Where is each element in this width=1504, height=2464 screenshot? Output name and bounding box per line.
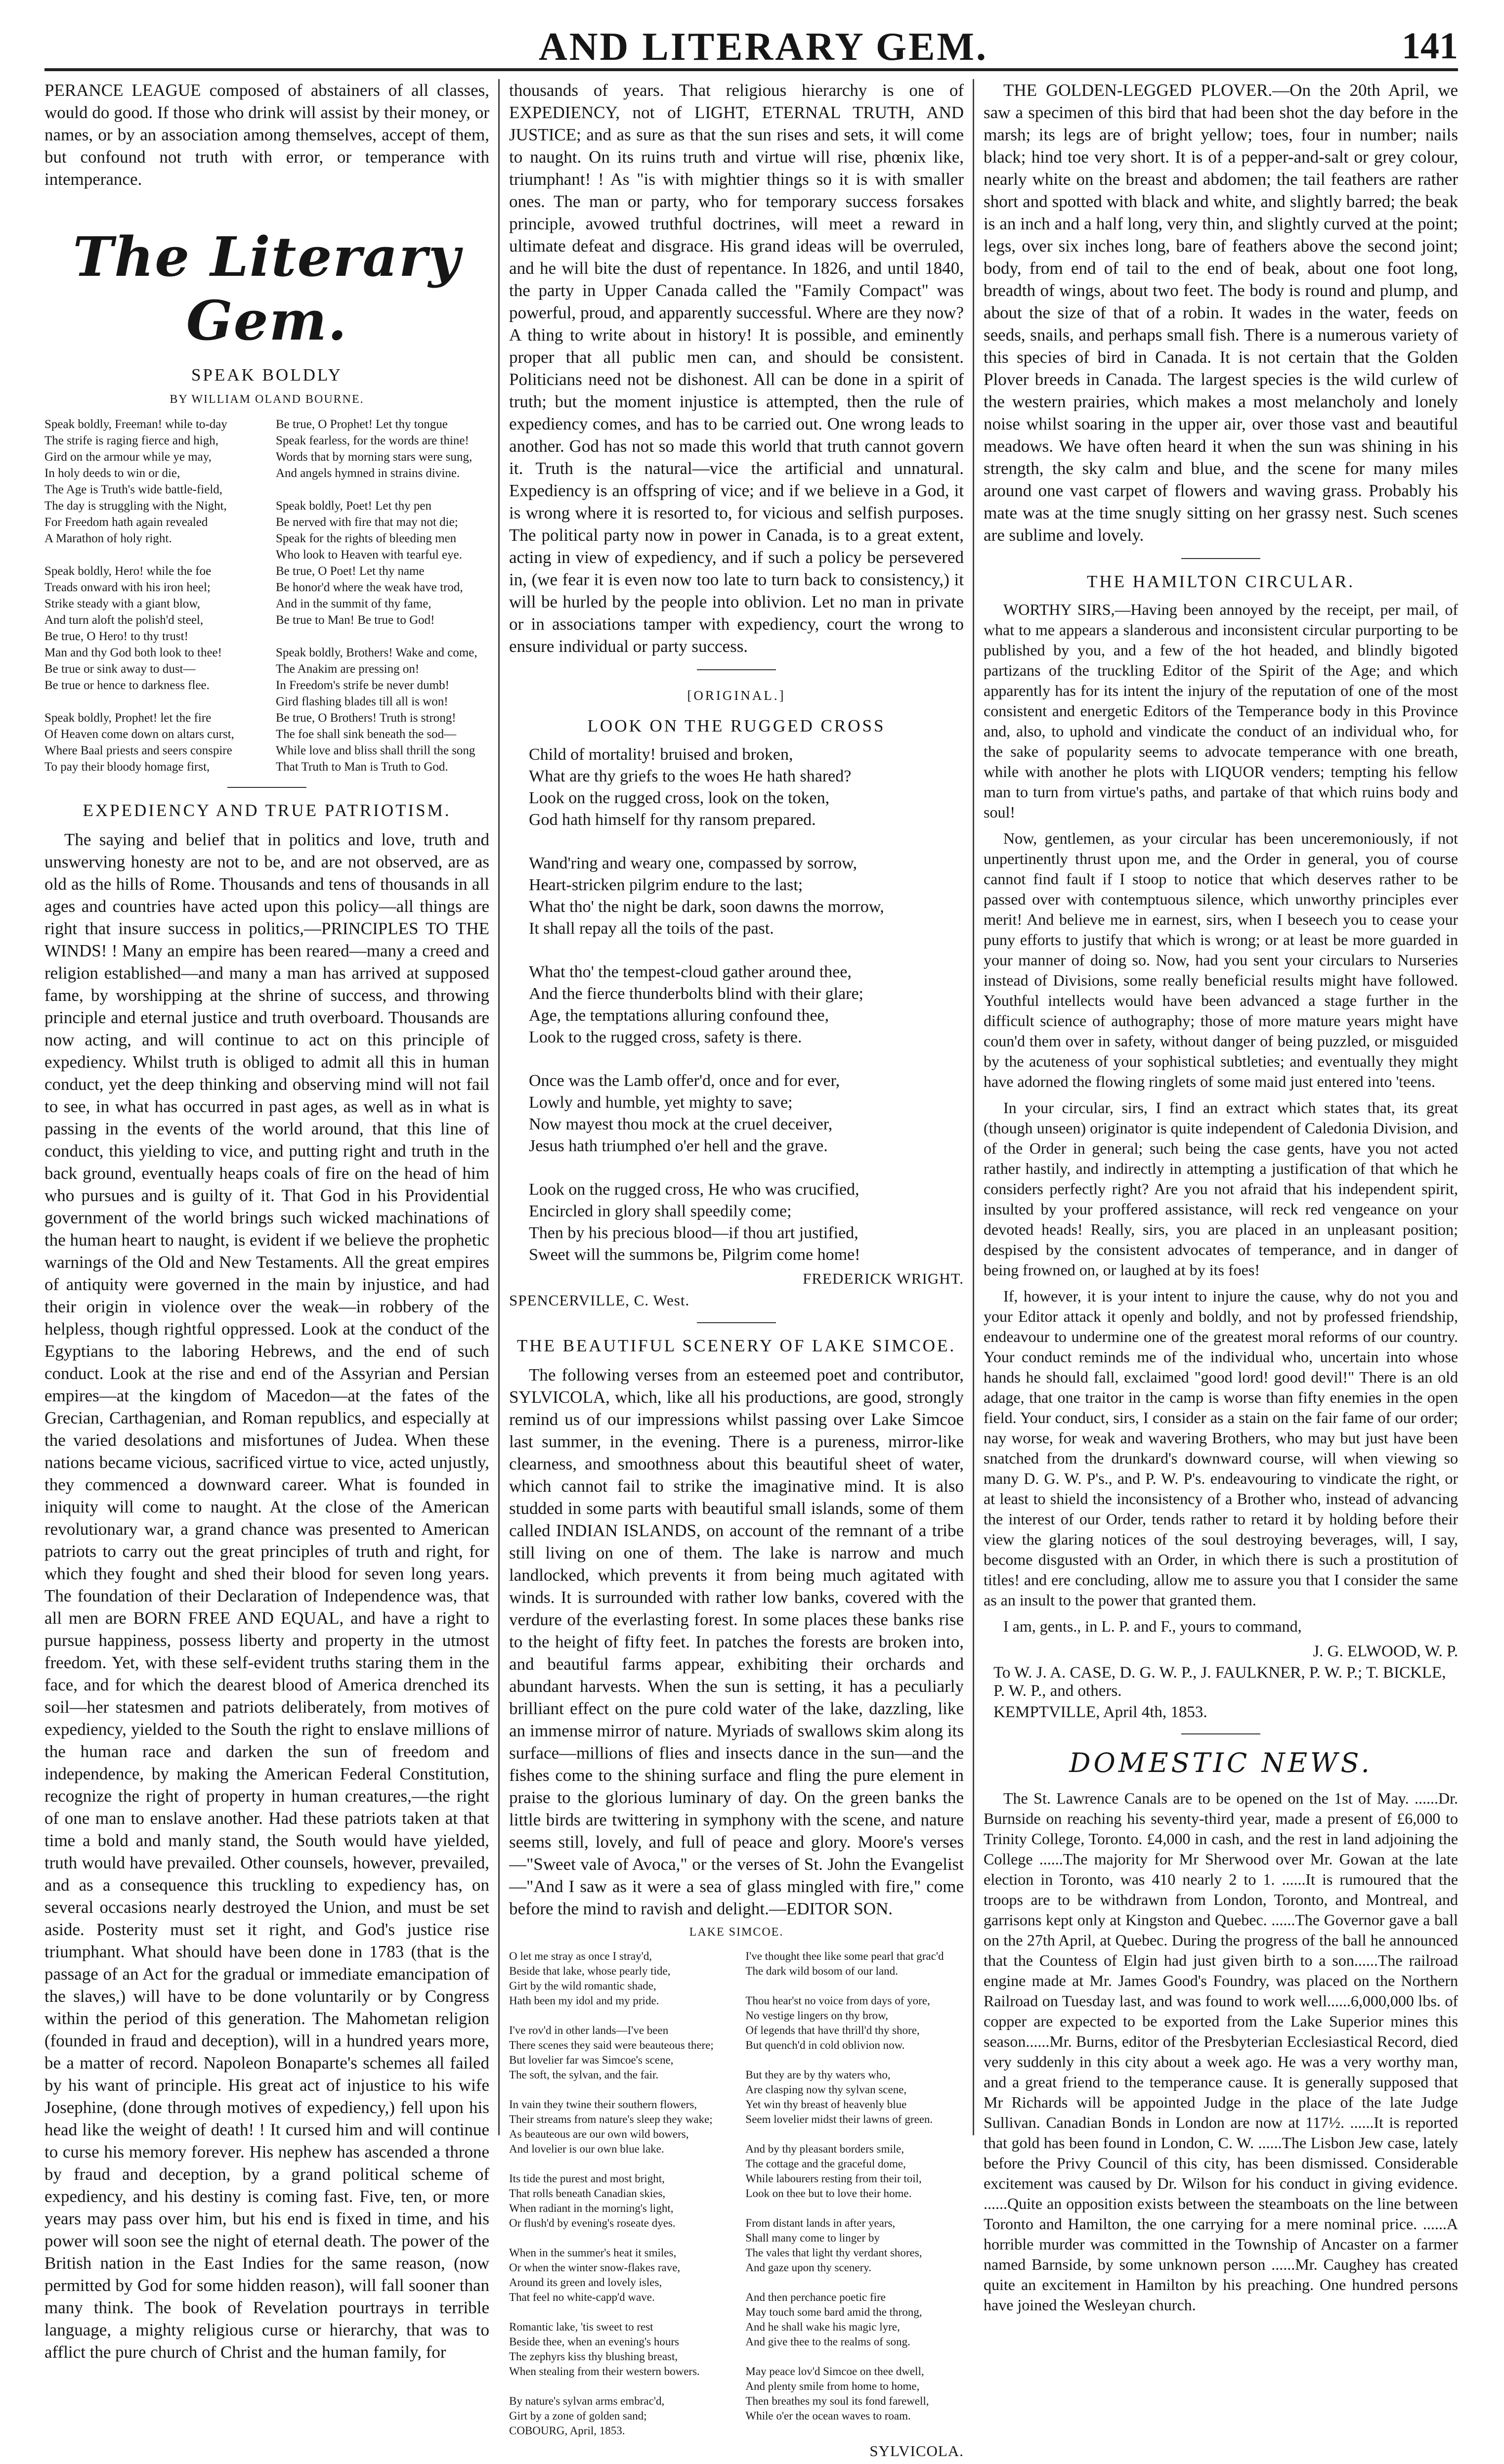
circular-title: THE HAMILTON CIRCULAR.: [1086, 572, 1355, 591]
circular-paragraph: In your circular, sirs, I find an extract which states that, its great (though unseen) originator is quite independent of Caledonia Division, and of the Order in general; such being the case gents, have you not acted rather hastily, and indirectly in attempting a justification of that which he considers perfectly right? Are you not afraid that his independent spirit, insulted by your proffered assistance, will reck red vengeance on your devoted heads! Really, sirs, you are placed in an unpleasant position; despised by the consistent advocates of temperance, and in danger of being frowned on, or laughed at by its foes!: [984, 1099, 1458, 1279]
section-divider: [697, 1322, 776, 1323]
league-paragraph: PERANCE LEAGUE composed of abstainers of all classes, would do good. If those who drink will assist by their money, or names, or by an association among themselves, accept of them, but confound not truth with error, or temperance with intemperance.: [44, 81, 489, 189]
poem-speak-boldly: [44, 416, 489, 775]
column-3: [984, 79, 1458, 2321]
circular-paragraph: WORTHY SIRS,—Having been annoyed by the receipt, per mail, of what to me appears a slanderous and inconsistent circular purporting to be published by you, and a few of the hot headed, and blindly bigoted partizans of the truckling Editor of the Spirit of the Age; and which apparently has for its intent the injury of the reputation of one of the most consistent and energetic Editors of the Temperance body in this Province and, also, to uphold and vindicate the conduct of an individual who, for the sake of popularity seems to advocate temperance with one breath, while with another he plots with LIQUOR venders; tempting his fellow man to turn from virtue's paths, and partake of that which ruins body and soul!: [984, 601, 1458, 821]
column-divider-1: [498, 79, 500, 2135]
page-header: [44, 25, 1458, 69]
circular-signature: J. G. ELWOOD, W. P.: [1313, 1643, 1458, 1660]
original-label: [ORIGINAL.]: [687, 688, 786, 703]
domestic-news-title: DOMESTIC NEWS.: [1069, 1747, 1373, 1778]
article-title: THE BEAUTIFUL SCENERY OF LAKE SIMCOE.: [516, 1336, 956, 1355]
circular-paragraph: Now, gentlemen, as your circular has been unceremoniously, if not unpertinently thrust upon me, and the Order in general, you of course cannot find fault if I stoop to notice that which deserves rather to be passed over with contemptuous silence, which unworthy principles ever merit! And believe me in earnest, sirs, when I beseech you to cease your puny efforts to justify that which is wrong; or at least be more guarded in your manner of doing so. Now, had you sent your circulars to Nurseries instead of Divisions, some really beneficial results might have followed. Youthful intellects would have been advanced a stage further in the difficult science of authography; those of more mature years might have coun'd them over in safety, without danger of being puzzled, or misguided by the acuteness of your sophistical subtleties; and eventually they might have adorned the flowing ringlets of some maid just entered into 'teens.: [984, 829, 1458, 1090]
poem-author: SYLVICOLA.: [869, 2442, 964, 2460]
column-2: [509, 79, 964, 2464]
circular-closing: I am, gents., in L. P. and F., yours to command,: [1003, 1617, 1302, 1635]
section-divider: [227, 787, 306, 788]
page-number: 141: [1402, 25, 1458, 67]
article-title: EXPEDIENCY AND TRUE PATRIOTISM.: [83, 801, 451, 820]
running-title: AND LITERARY GEM.: [539, 25, 988, 69]
article-body: The following verses from an esteemed poet and contributor, SYLVICOLA, which, like all his productions, are good, strongly remind us of our impressions whilst passing over Lake Simcoe last summer, in the evening. There is a pureness, mirror-like clearness, and smoothness about this beautiful sheet of water, which cannot fail to strike the imaginative mind. It is also studded in some parts with beautiful small islands, some of them called INDIAN ISLANDS, on account of the remnant of a tribe still living on one of them. The lake is narrow and much landlocked, which prevents it from being much agitated with winds. It is surrounded with rather low banks, covered with the verdure of the everlasting forest. In some places these banks rise to the height of fifty feet. In patches the forests are broken into, and beautiful farms appear, exhibiting their orchards and abundant harvests. When the sun is setting, it has a peculiarly brilliant effect on the pure cold water of the lake, dazzling, like an immense mirror of nature. Myriads of swallows skim along its surface—millions of flies and insects dance in the sun—and the fishes come to the shining surface and fling the pure element in praise to the glorious luminary of day. On the green banks the little birds are twittering in symphony with the scene, and nature seems still, lovely, and full of peace and glory. Moore's verses—"Sweet vale of Avoca," or the verses of St. John the Evangelist—"And I saw as it were a sea of glass mingled with fire," come before the mind to ravish and delight.—EDITOR SON.: [509, 1365, 964, 1918]
section-divider: [1181, 1733, 1260, 1734]
plover-paragraph: THE GOLDEN-LEGGED PLOVER.—On the 20th April, we saw a specimen of this bird that had been shot the day before in the marsh; its legs are of bright yellow; toes, four in number; nails black; hind toe very short. It is of a pepper-and-salt or grey colour, nearly white on the breast and abdomen; the tail feathers are rather short and spotted with black and white, and slightly barred; the beak is an inch and a half long, very thin, and slightly curved at the point; legs, over six inches long, bare of feathers above the second joint; body, from end of tail to the end of beak, about one foot long, breadth of wings, about two feet. The body is round and plump, and about the size of that of a robin. It wades in the water, feeds on seeds, snails, and perhaps small fish. There is a numerous variety of this species of bird in Canada. It is not certain that the Golden Plover breeds in Canada. The largest species is the wild curlew of the western prairies, which makes a most melancholy and lonely noise whilst soaring in the upper air, over those vast and beautiful meadows. We have often heard it when the sun was shining in his strength, the sky calm and blue, and the scene for many miles around one vast carpet of flowers and waving grass. Probably his mate was at the time snugly sitting on her grassy nest. Such scenes are sublime and lovely.: [984, 81, 1458, 545]
circular-paragraph: If, however, it is your intent to injure the cause, why do not you and your Editor attack it openly and boldly, and not by professed friendship, endeavour to undermine one of the greatest moral reforms of our country. Your conduct reminds me of the individual who, uncertain into whose hands he should fall, exclaimed "good lord! good devil!" There is an old adage, that one traitor in the camp is worse than fifty enemies in the open field. Your conduct, sirs, I consider as a stain on the fair fame of our order; nay worse, for weak and wavering Brothers, who may but just have been snatched from the drunkard's downward course, will when viewing so many D. G. W. P's., and P. W. P's. endeavouring to vindicate the right, or at least to shield the inconsistency of a Brother who, instead of advancing the interest of our Order, tends rather to retard it by holding before their view the glaring notices of the soul destroying beverages, will, I say, become disgusted with an Order, in which there is such a prostitution of titles! and ere concluding, allow me to assure you that I consider the same as an insult to the power that granted them.: [984, 1287, 1458, 1609]
poem-title: LOOK ON THE RUGGED CROSS: [587, 716, 886, 735]
poem-right-column: I've thought thee like some pearl that grac'd The dark wild bosom of our land. Thou hear'st no voice from days of yore, No vestige lingers on thy brow, Of legends that have thrill'd thy shore, But quench'd in cold oblivion now. But they are by thy waters who, Are clasping now thy sylvan scene, Yet win thy breast of heavenly blue Seem lovelier midst their lawns of green. And by thy pleasant borders smile, The cottage and the graceful dome, While labourers resting from their toil, Look on thee but to love their home. From distant lands in after years, Shall many come to linger by The vales that light thy verdant shores, And gaze upon thy scenery. And then perchance poetic fire May touch some bard amid the throng, And he shall wake his magic lyre, And give thee to the realms of song. May peace lov'd Simcoe on thee dwell, And plenty smile from home to home, Then breathes my soul its fond farewell, While o'er the ocean waves to roam.: [745, 1950, 944, 2422]
poem-rugged-cross: Child of mortality! bruised and broken, What are thy griefs to the woes He hath shared? Look on the rugged cross, look on the token, God hath himself for thy ransom prepared. Wand'ring and weary one, compassed by sorrow, Heart-stricken pilgrim endure to the last; What tho' the night be dark, soon dawns the morrow, It shall repay all the toils of the past. What tho' the tempest-cloud gather around thee, And the fierce thunderbolts blind with their glare; Age, the temptations alluring confound thee, Look to the rugged cross, safety is there. Once was the Lamb offer'd, once and for ever, Lowly and humble, yet mighty to save; Now mayest thou mock at the cruel deceiver, Jesus hath triumphed o'er hell and the grave. Look on the rugged cross, He who was crucified, Encircled in glory shall speedily come; Then by his precious blood—if thou art justified, Sweet will the summons be, Pilgrim come home!: [529, 745, 884, 1264]
poem-right-column: Be true, O Prophet! Let thy tongue Speak fearless, for the words are thine! Words that by morning stars were sung, And angels hymned in strains divine. Speak boldly, Poet! Let thy pen Be nerved with fire that may not die; Speak for the rights of bleeding men Who look to Heaven with tearful eye. Be true, O Poet! Let thy name Be honor'd where the weak have trod, And in the summit of thy fame, Be true to Man! Be true to God! Speak boldly, Brothers! Wake and come, The Anakim are pressing on! In Freedom's strife be never dumb! Gird flashing blades till all is won! Be true, O Brothers! Truth is strong! The foe shall sink beneath the sod— While love and bliss shall thrill the song That Truth to Man is Truth to God.: [276, 418, 477, 774]
domestic-news-body: The St. Lawrence Canals are to be opened on the 1st of May. ......Dr. Burnside on reaching his seventy-third year, made a present of £6,000 to Trinity College, Toronto. £4,000 in cash, and the rest in land adjoining the College ......The majority for Mr Sherwood over Mr. Gowan at the late election in Toronto, was 410 nearly 2 to 1. ......It is rumoured that the troops are to be withdrawn from London, Toronto, and Montreal, and garrisons kept only at Kingston and Quebec. ......The Governor gave a ball on the 27th April, at Quebec. During the progress of the ball he announced that the Countess of Elgin had just given birth to a son......The railroad engine made at Mr. James Good's Foundry, was placed on the Northern Railroad on Tuesday last, and was found to work well......6,000,000 lbs. of copper are expected to be exported from the Lake Superior mines this season......Mr. Burns, editor of the Presbyterian Ecclesiastical Record, died very suddenly in this city about a week ago. He was a very worthy man, and a great friend to the temperance cause. It is generally supposed that Mr Richards will be appointed Judge in the place of the late Judge Sullivan. Canadian Bonds in London are now at 117½. ......It is reported that gold has been found in London, C. W. ......The Lisbon Jew case, lately before the Privy Council of this city, has been dismissed. Considerable excitement was caused by Dr. Wilson for his conduct in giving evidence. ......Quite an opposition exists between the steamboats on the line between Toronto and Hamilton, the one carrying for a mere nominal price. ......A horrible murder was committed in the Township of Ancaster on a farmer named Barnside, by some unknown person ......Mr. Caughey has created quite an excitement in Hamilton by his preaching. One hundred persons have joined the Wesleyan church.: [984, 1789, 1458, 2314]
poem-left-column: O let me stray as once I stray'd, Beside that lake, whose pearly tide, Girt by the wild romantic shade, Hath been my idol and my pride. I've rov'd in other lands—I've been There scenes they said were beauteous there; But lovelier far was Simcoe's scene, The soft, the sylvan, and the fair. In vain they twine their southern flowers, Their streams from nature's sleep they wake; As beauteous are our own wild bowers, And lovelier is our own blue lake. Its tide the purest and most bright, That rolls beneath Canadian skies, When radiant in the morning's light, Or flush'd by evening's roseate dyes. When in the summer's heat it smiles, Or when the winter snow-flakes rave, Around its green and lovely isles, That feel no white-capp'd wave. Romantic lake, 'tis sweet to rest Beside thee, when an evening's hours The zephyrs kiss thy blushing breast, When stealing from their western bowers. By nature's sylvan arms embrac'd, Girt by a zone of golden sand; COBOURG, April, 1853.: [509, 1950, 714, 2437]
poem-byline: BY WILLIAM OLAND BOURNE.: [170, 393, 364, 406]
article-body: The saying and belief that in politics and love, truth and unswerving honesty are not to be, and are not observed, are as old as the hills of Rome. Thousands and tens of thousands in all ages and countries have acted upon this policy—all things are right that insure success in politics,—PRINCIPLES TO THE WINDS! ! Many an empire has been reared—many a creed and religion established—and many a man has arrived at supposed fame, by worshipping at the shrine of success, and throwing principle and eternal justice and truth overboard. Thousands are now acting, and will continue to act on this principle of expediency. Whilst truth is obliged to admit all this in human conduct, yet the deep thinking and observing mind will not fail to see, in what has occurred in past ages, as well as in what is passing in the events of the world around, that this line of conduct, this yielding to vice, and putting right and truth in the back ground, eventually heaps coals of fire on the head of him who pursues and is guilty of it. That God in his Providential government of the world brings such wicked machinations of the human heart to naught, is evident if we believe the prophetic warnings of the Old and New Testaments. All the great empires of antiquity were governed in the main by injustice, and had their origin in violence over the weak—in robbery of the helpless, though rightful oppressed. Look at the conduct of the Egyptians to the laboring Hebrews, and the end of such conduct. Look at the rise and end of the Assyrian and Persian empires—at the kingdom of Macedon—at the fates of the Grecian, Carthagenian, and Roman republics, and especially at the varied desolations and misfortunes of Judea. When these nations became vicious, sacrificed virtue to vice, acted unjustly, they commenced a downward career. What is founded in iniquity will come to naught. At the close of the American revolutionary war, a grand chance was presented to American patriots to carry out the great principles of truth and right, for which they fought and shed their blood for seven long years. The foundation of their Declaration of Independence was, that all men are BORN FREE AND EQUAL, and have a right to pursue happiness, possess liberty and property in the utmost freedom. Yet, with these self-evident truths staring them in the face, and for which the dearest blood of America drenched its soil—her statesmen and patriots deliberately, from motives of expediency, yielded to the South the right to enslave millions of the human race and darken the sun of freedom and independence, by making the American Federal Constitution, recognize the right of property in human creatures,—the right of one man to enslave another. Had these patriots taken at that time a bold and manly stand, the South would have yielded, truth would have prevailed. Other counsels, however, prevailed, and as a consequence this truckling to expediency has, on several occasions nearly destroyed the Union, and must be set aside. Posterity must set it right, and God's justice rise triumphant. What should have been done in 1783 (that is the passage of an Act for the gradual or immediate emancipation of the slaves,) will have to be done voluntarily or by Congress within the period of this generation. The Mahometan religion (founded in fraud and deception), will in a hundred years more, be a matter of record. Napoleon Bonaparte's schemes all failed by his want of principle. His great act of injustice to his wife Josephine, (done through motives of expediency,) fell upon his head like the weight of death! ! It cursed him and will continue to curse his memory forever. His nephew has ascended a throne by fraud and deception, by a grand political scheme of expediency, and his destiny is coming fast. Five, ten, or more years may pass over him, but his end is fixed in time, and his power will soon see the night of eternal death. The power of the British nation in the East Indies for the same reason, (now permitted by God for some hidden reason), will fall sooner than many think. The book of Revelation pourtrays in terrible language, a mighty religious curse or hierarchy, that was to afflict the pure church of Christ and the human family, for: [44, 830, 489, 2362]
continued-paragraph: thousands of years. That religious hierarchy is one of EXPEDIENCY, not of LIGHT, ETERNAL TRUTH, AND JUSTICE; and as sure as that the sun rises and sets, it will come to naught. On its ruins truth and virtue will rise, phœnix like, triumphant! ! As "is with mightier things so it is with smaller ones. The man or party, who for temporary success forsakes principle, avowed truthful doctrines, will meet a reward in ultimate defeat and disgrace. His grand ideas will be overruled, and he will bite the dust of repentance. In 1826, and until 1840, the party in Upper Canada called the "Family Compact" was powerful, proud, and apparently successful. Where are they now? A thing to write about in history! It is possible, and eminently proper that all public men can, and should be consistent. Politicians need not be dishonest. All can be done in a spirit of truth; but the moment injustice is attempted, then the rule of expediency comes, and has to be carried out. One wrong leads to another. God has not so made this world that truth cannot govern it. Truth is the natural—vice the artificial and unnatural. Expediency is an offspring of vice; and if we believe in a God, it is wrong where it is resorted to, for vicious and selfish purposes. The political party now in power in Canada, is to a great extent, acting in view of expediency, and if such a policy be persevered in, (we fear it is even now too late to turn back to consistency,) it will be hurled by the people into oblivion. Let no man in private or in associations tamper with expediency, court the wrong to ensure individual or party success.: [509, 81, 964, 656]
poem-left-column: Speak boldly, Freeman! while to-day The strife is raging fierce and high, Gird on the armour while ye may, In holy deeds to win or die, The Age is Truth's wide battle-field, The day is struggling with the Night, For Freedom hath again revealed A Marathon of holy right. Speak boldly, Hero! while the foe Treads onward with his iron heel; Strike steady with a giant blow, And turn aloft the polish'd steel, Be true, O Hero! to thy trust! Man and thy God both look to thee! Be true or sink away to dust— Be true or hence to darkness flee. Speak boldly, Prophet! let the fire Of Heaven come down on altars curst, Where Baal priests and seers conspire To pay their bloody homage first,: [44, 418, 234, 774]
section-divider: [697, 669, 776, 670]
poem-place: SPENCERVILLE, C. West.: [509, 1292, 690, 1309]
circular-place: KEMPTVILLE, April 4th, 1853.: [993, 1703, 1207, 1721]
lake-simcoe-poem-title: LAKE SIMCOE.: [689, 1926, 784, 1939]
header-rule: [44, 68, 1458, 71]
circular-addressees: To W. J. A. CASE, D. G. W. P., J. FAULKNER, P. W. P.; T. BICKLE, P. W. P., and others.: [993, 1664, 1446, 1700]
section-divider: [1181, 558, 1260, 559]
poem-lake-simcoe: [509, 1949, 964, 2438]
poem-title: SPEAK BOLDLY: [191, 365, 343, 385]
masthead: The Literary Gem.: [73, 225, 461, 352]
column-1: [44, 79, 489, 2369]
column-divider-2: [973, 79, 974, 2135]
poem-author: FREDERICK WRIGHT.: [803, 1270, 964, 1287]
